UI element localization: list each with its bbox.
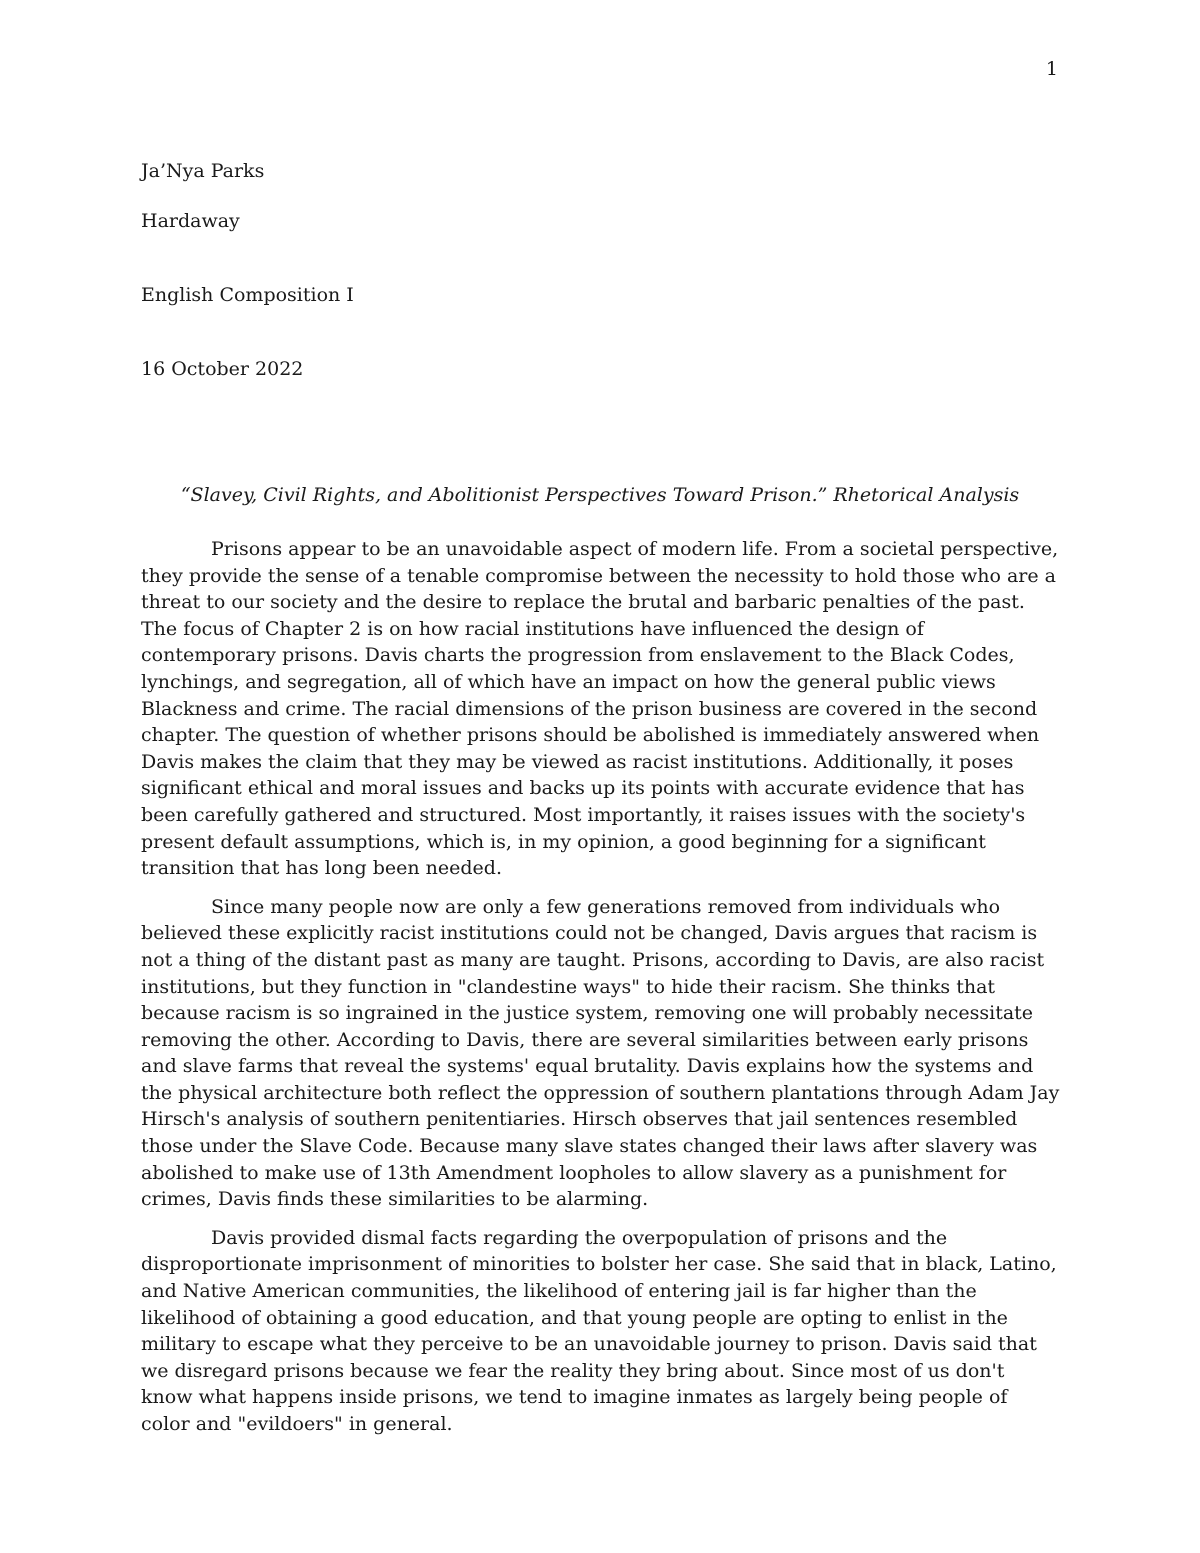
date: 16 October 2022 — [141, 358, 304, 380]
essay-title: “Slavey, Civil Rights, and Abolitionist Perspectives Toward Prison.” Rhetorical Analysis — [180, 484, 1020, 506]
paragraph: Prisons appear to be an unavoidable aspect of modern life. From a societal perspective, they provide the sense of a tenable compromise between the necessity to hold those who are a threat to our society and the desire to replace the brutal and barbaric penalties of the past. The focus of Chapter 2 is on how racial institutions have influenced the design of contemporary prisons. Davis charts the progression from enslavement to the Black Codes, lynchings, and segregation, all of which have an impact on how the general public views Blackness and crime. The racial dimensions of the prison business are covered in the second chapter. The question of whether prisons should be abolished is immediately answered when Davis makes the claim that they may be viewed as racist institutions. Additionally, it poses significant ethical and moral issues and backs up its points with accurate evidence that has been carefully gathered and structured. Most importantly, it raises issues with the society's present default assumptions, which is, in my opinion, a good beginning for a significant transition that has long been needed. — [141, 538, 1059, 880]
essay-body — [141, 536, 1061, 1450]
instructor-name: Hardaway — [141, 210, 240, 232]
paragraph: Since many people now are only a few generations removed from individuals who believed these explicitly racist institutions could not be changed, Davis argues that racism is not a thing of the distant past as many are taught. Prisons, according to Davis, are also racist institutions, but they function in "clandestine ways" to hide their racism. She thinks that because racism is so ingrained in the justice system, removing one will probably necessitate removing the other. According to Davis, there are several similarities between early prisons and slave farms that reveal the systems' equal brutality. Davis explains how the systems and the physical architecture both reflect the oppression of southern plantations through Adam Jay Hirsch's analysis of southern penitentiaries. Hirsch observes that jail sentences resembled those under the Slave Code. Because many slave states changed their laws after slavery was abolished to make use of 13th Amendment loopholes to allow slavery as a punishment for crimes, Davis finds these similarities to be alarming. — [141, 895, 1060, 1211]
course-name: English Composition I — [141, 284, 354, 306]
paragraph: Davis provided dismal facts regarding the overpopulation of prisons and the disproportionate imprisonment of minorities to bolster her case. She said that in black, Latino, and Native American communities, the likelihood of entering jail is far higher than the likelihood of obtaining a good education, and that young people are opting to enlist in the military to escape what they perceive to be an unavoidable journey to prison. Davis said that we disregard prisons because we fear the reality they bring about. Since most of us don't know what happens inside prisons, we tend to imagine inmates as largely being people of color and "evildoers" in general. — [141, 1226, 1057, 1435]
student-name: Ja’Nya Parks — [141, 160, 265, 182]
page-number: 1 — [1045, 58, 1058, 80]
